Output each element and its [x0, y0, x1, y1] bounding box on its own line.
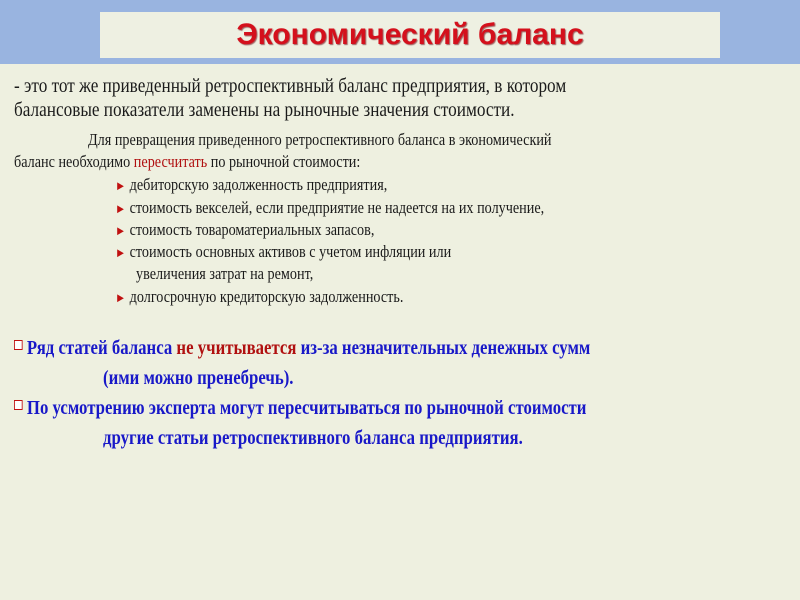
bullet-text: стоимость векселей, если предприятие не надеется на их получение,	[129, 198, 545, 217]
bullet-continuation: увеличения затрат на ремонт,	[136, 264, 314, 283]
bullet-item	[115, 220, 374, 240]
bullet-item	[115, 175, 387, 195]
note-text-after: из-за незначительных денежных сумм	[296, 338, 591, 359]
intro-line-1: Для превращения приведенного ретроспективного баланса в экономический	[88, 130, 552, 149]
bullet-text: долгосрочную кредиторскую задолженность.	[129, 287, 404, 306]
note-text: Ряд статей баланса	[26, 338, 177, 359]
bullet-item	[115, 287, 403, 307]
bullet-text: стоимость основных активов с учетом инфляции или	[129, 242, 452, 261]
bullet-text: стоимость товароматериальных запасов,	[129, 220, 375, 239]
note-text: По усмотрению эксперта могут пересчитываться по рыночной стоимости	[26, 398, 587, 419]
definition-line-1: - это тот же приведенный ретроспективный баланс предприятия, в котором	[14, 75, 567, 97]
checkbox-bullet-icon	[14, 340, 23, 350]
intro-text: баланс необходимо	[14, 152, 134, 171]
bullet-text: дебиторскую задолженность предприятия,	[129, 175, 388, 194]
intro-highlight: пересчитать	[133, 152, 208, 171]
note-item	[14, 338, 590, 360]
checkbox-bullet-icon	[14, 400, 23, 410]
intro-line-2	[14, 152, 360, 172]
arrow-bullet-icon: ►	[115, 223, 127, 238]
note-continuation: (ими можно пренебречь).	[103, 368, 294, 389]
arrow-bullet-icon: ►	[115, 178, 127, 193]
intro-text-after: по рыночной стоимости:	[207, 152, 361, 171]
arrow-bullet-icon: ►	[115, 245, 127, 260]
title-box	[100, 12, 720, 58]
bullet-item	[115, 242, 451, 262]
bullet-item	[115, 198, 544, 218]
note-continuation: другие статьи ретроспективного баланса предприятия.	[103, 428, 523, 449]
arrow-bullet-icon: ►	[115, 201, 127, 216]
arrow-bullet-icon: ►	[115, 290, 127, 305]
note-highlight: не учитывается	[176, 338, 297, 359]
definition-line-2: балансовые показатели заменены на рыночные значения стоимости.	[14, 99, 515, 121]
note-item	[14, 398, 586, 420]
slide-title: Экономический баланс	[236, 18, 584, 51]
